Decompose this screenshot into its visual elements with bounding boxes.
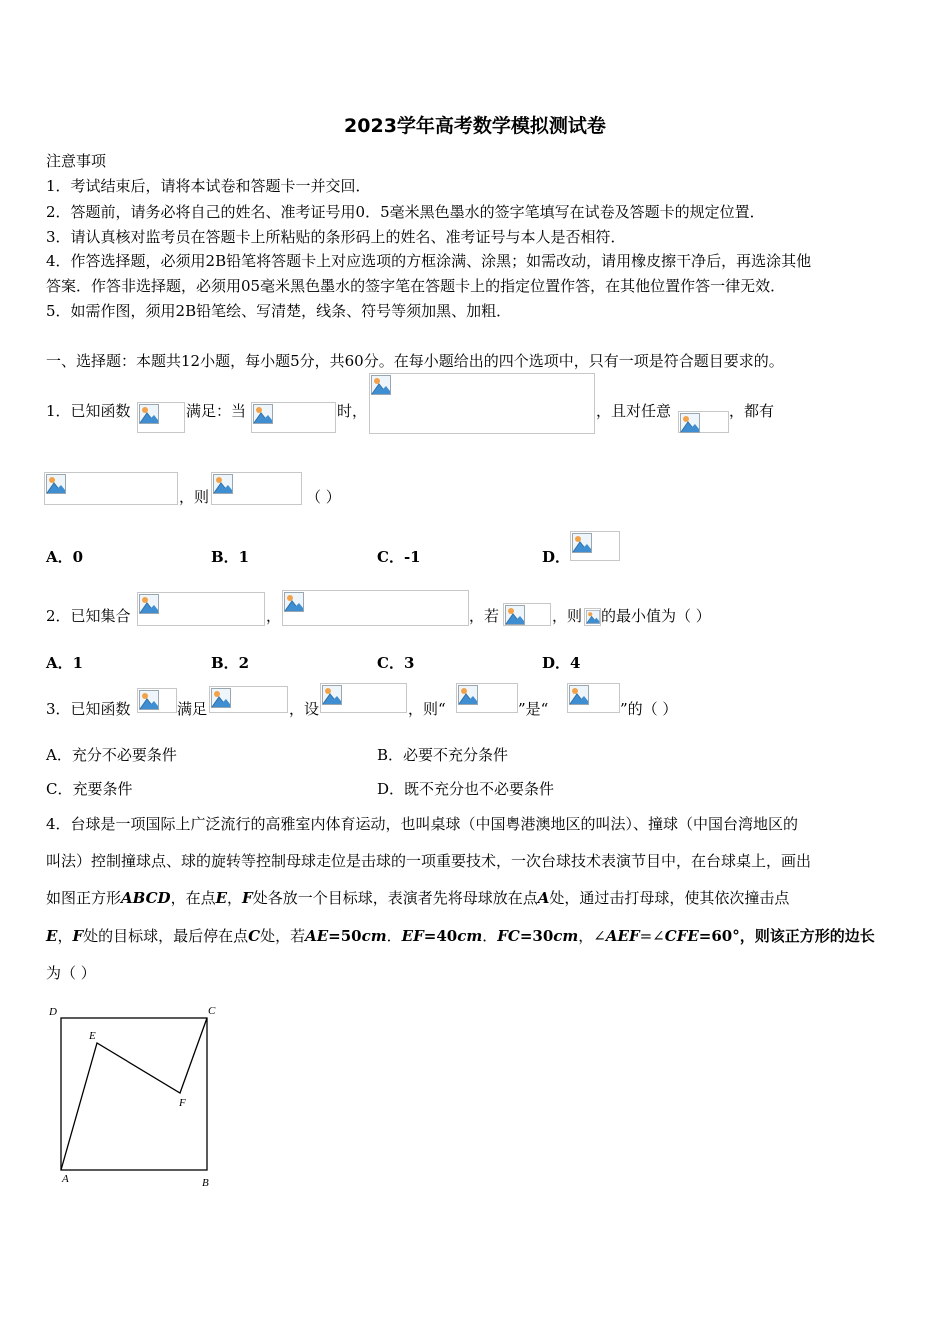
notice-item: 4．作答选择题，必须用2B铅笔将答题卡上对应选项的方框涂满、涂黑；如需改动，请用橡皮擦干净后，再选涂其他 (46, 252, 812, 270)
q1-text: ，都有 (729, 402, 775, 420)
q1-option-a: A．0 (46, 548, 84, 566)
q3-option-b: B．必要不充分条件 (377, 746, 509, 764)
formula-image (137, 402, 185, 433)
broken-image-icon (211, 688, 231, 708)
label-b: B (202, 1177, 209, 1189)
q3-text: ”的（ ） (620, 700, 678, 718)
q1-text: 1．已知函数 (46, 402, 131, 420)
notice-item: 答案．作答非选择题，必须用05毫米黑色墨水的签字笔在答题卡上的指定位置作答，在其他位置作答一律无效． (46, 277, 786, 295)
label-e: E (89, 1030, 96, 1042)
q3-text: 满足 (177, 700, 208, 718)
q1-text: 满足：当 (186, 402, 247, 420)
formula-image (503, 603, 551, 626)
broken-image-icon (139, 594, 159, 614)
broken-image-icon (505, 605, 525, 625)
q2-text: 的最小值为（ ） (601, 607, 711, 625)
formula-image (320, 683, 407, 713)
formula-image (137, 688, 177, 713)
broken-image-icon (284, 592, 304, 612)
label-c: C (208, 1005, 216, 1017)
q4-text: 如图正方形ABCD，在点E，F处各放一个目标球，表演者先将母球放在点A处，通过击打母球，使其依次撞击点 (46, 889, 790, 907)
broken-image-icon (139, 690, 159, 710)
notice-item: 1．考试结束后，请将本试卷和答题卡一并交回． (46, 177, 371, 195)
notice-item: 5．如需作图，须用2B铅笔绘、写清楚，线条、符号等须加黑、加粗． (46, 302, 512, 320)
broken-image-icon (458, 685, 478, 705)
q2-text: ，则 (552, 607, 583, 625)
q4-text: 4．台球是一项国际上广泛流行的高雅室内体育运动，也叫桌球（中国粤港澳地区的叫法）、撞球（中国台湾地区的 (46, 815, 799, 833)
broken-image-icon (139, 404, 159, 424)
broken-image-icon (213, 474, 233, 494)
formula-image (570, 531, 620, 561)
formula-image (678, 411, 729, 433)
formula-image (369, 373, 595, 434)
broken-image-icon (569, 685, 589, 705)
formula-image (44, 472, 178, 505)
square-figure (44, 1000, 234, 1192)
broken-image-icon (680, 413, 700, 433)
q1-text: （ ） (306, 488, 341, 506)
notice-heading: 注意事项 (46, 152, 107, 170)
formula-image (137, 592, 265, 626)
formula-image (251, 402, 336, 433)
q2-option-b: B．2 (211, 654, 250, 672)
formula-image (211, 472, 302, 505)
q4-text: 叫法）控制撞球点、球的旋转等控制母球走位是击球的一项重要技术，一次台球技术表演节目中，在台球桌上，画出 (46, 852, 812, 870)
q1-option-d: D． (542, 548, 571, 566)
q2-text: ， (266, 607, 282, 625)
q3-option-d: D．既不充分也不必要条件 (377, 780, 555, 798)
formula-image (282, 590, 469, 626)
notice-item: 2．答题前，请务必将自己的姓名、准考证号用0．5毫米黑色墨水的签字笔填写在试卷及答题卡的规定位置． (46, 203, 765, 221)
q2-option-d: D．4 (542, 654, 581, 672)
q1-text: ，且对任意 (596, 402, 672, 420)
q4-text: 为（ ） (46, 964, 96, 982)
broken-image-icon (253, 404, 273, 424)
section-heading: 一、选择题：本题共12小题，每小题5分，共60分。在每小题给出的四个选项中，只有一项是符合题目要求的。 (46, 352, 784, 370)
broken-image-icon (572, 533, 592, 553)
formula-image (567, 683, 620, 713)
label-f: F (179, 1097, 186, 1109)
q2-option-a: A．1 (46, 654, 84, 672)
ball-path (61, 1018, 207, 1170)
q1-text: ，则 (179, 488, 210, 506)
q4-text: E，F处的目标球，最后停在点C处，若AE=50cm．EF=40cm．FC=30cm，∠AEF=∠CFE=60°，则该正方形的边长 (46, 927, 875, 945)
formula-image (456, 683, 518, 713)
q1-text: 时， (337, 402, 368, 420)
formula-image (209, 686, 288, 713)
q2-option-c: C．3 (377, 654, 415, 672)
q3-text: ，设 (289, 700, 320, 718)
broken-image-icon (322, 685, 342, 705)
page-title: 2023学年高考数学模拟测试卷 (344, 115, 606, 137)
q3-text: ，则“ (408, 700, 446, 718)
broken-image-icon (371, 375, 391, 395)
formula-image (584, 608, 601, 626)
q2-text: ，若 (469, 607, 500, 625)
q1-option-c: C．-1 (377, 548, 421, 566)
q3-option-c: C．充要条件 (46, 780, 133, 798)
notice-item: 3．请认真核对监考员在答题卡上所粘贴的条形码上的姓名、准考证号与本人是否相符． (46, 228, 626, 246)
q2-text: 2．已知集合 (46, 607, 131, 625)
broken-image-icon (46, 474, 66, 494)
q3-option-a: A．充分不必要条件 (46, 746, 177, 764)
q1-option-b: B．1 (211, 548, 250, 566)
label-d: D (49, 1006, 57, 1018)
q3-text: ”是“ (518, 700, 549, 718)
broken-image-icon (586, 610, 600, 624)
label-a: A (62, 1173, 69, 1185)
q3-text: 3．已知函数 (46, 700, 131, 718)
